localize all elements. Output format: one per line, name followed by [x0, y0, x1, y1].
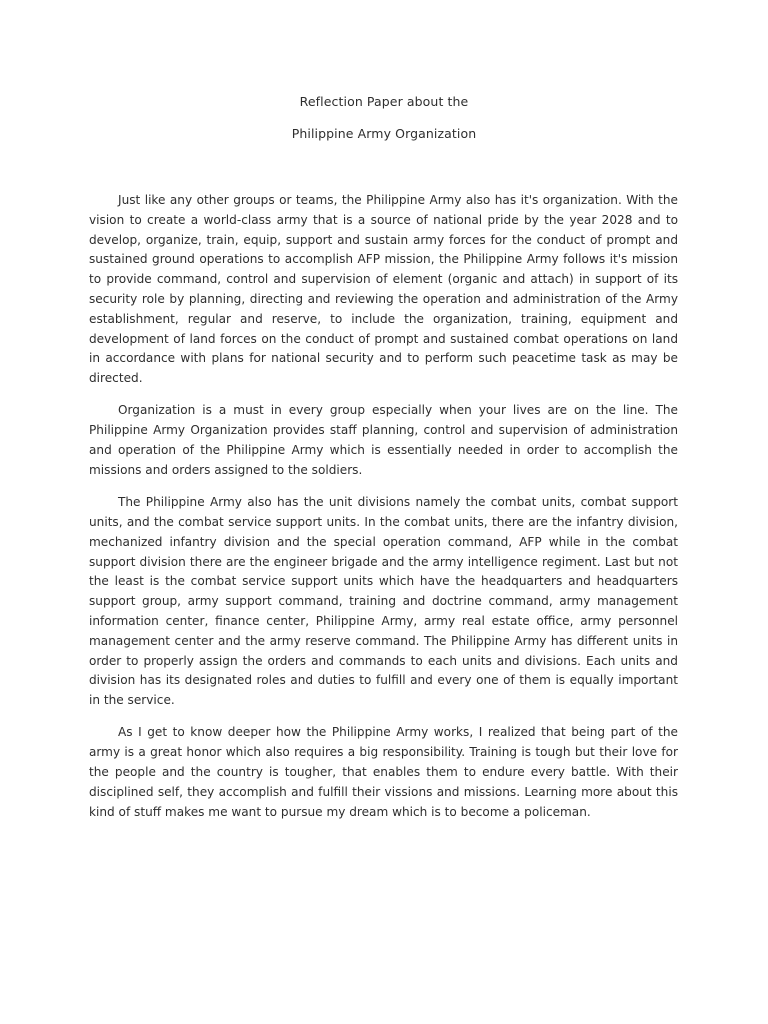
paragraph-3: The Philippine Army also has the unit divisions namely the combat units, combat support units, and the combat service support units. In the combat units, there are the infantry division, mechanized infantry division and the special operation command, AFP while in the combat support division there are the engineer brigade and the army intelligence regiment. Last but not the least is the combat service support units which have the headquarters and headquarters support group, army support command, training and doctrine command, army management information center, finance center, Philippine Army, army real estate office, army personnel management center and the army reserve command. The Philippine Army has different units in order to properly assign the orders and commands to each units and divisions. Each units and division has its designated roles and duties to fulfill and every one of them is equally important in the service.: [89, 495, 678, 708]
paragraph-4: As I get to know deeper how the Philippine Army works, I realized that being part of the army is a great honor which also requires a big responsibility. Training is tough but their love for the people and the country is tougher, that enables them to endure every battle. With their disciplined self, they accomplish and fulfill their vissions and missions. Learning more about this kind of stuff makes me want to pursue my dream which is to become a policeman.: [89, 725, 678, 819]
document-body: [89, 191, 678, 835]
paragraph-2: Organization is a must in every group especially when your lives are on the line. The Philippine Army Organization provides staff planning, control and supervision of administration and operation of the Philippine Army which is essentially needed in order to accomplish the missions and orders assigned to the soldiers.: [89, 403, 678, 477]
document-title-line-1: Reflection Paper about the: [299, 94, 469, 109]
paragraph-1: Just like any other groups or teams, the Philippine Army also has it's organization. With the vision to create a world-class army that is a source of national pride by the year 2028 and to develop, organize, train, equip, support and sustain army forces for the conduct of prompt and sustained ground operations to accomplish AFP mission, the Philippine Army follows it's mission to provide command, control and supervision of element (organic and attach) in support of its security role by planning, directing and reviewing the operation and administration of the Army establishment, regular and reserve, to include the organization, training, equipment and development of land forces on the conduct of prompt and sustained combat operations on land in accordance with plans for national security and to perform such peacetime task as may be directed.: [89, 193, 678, 386]
document-title-line-2: Philippine Army Organization: [291, 126, 477, 141]
